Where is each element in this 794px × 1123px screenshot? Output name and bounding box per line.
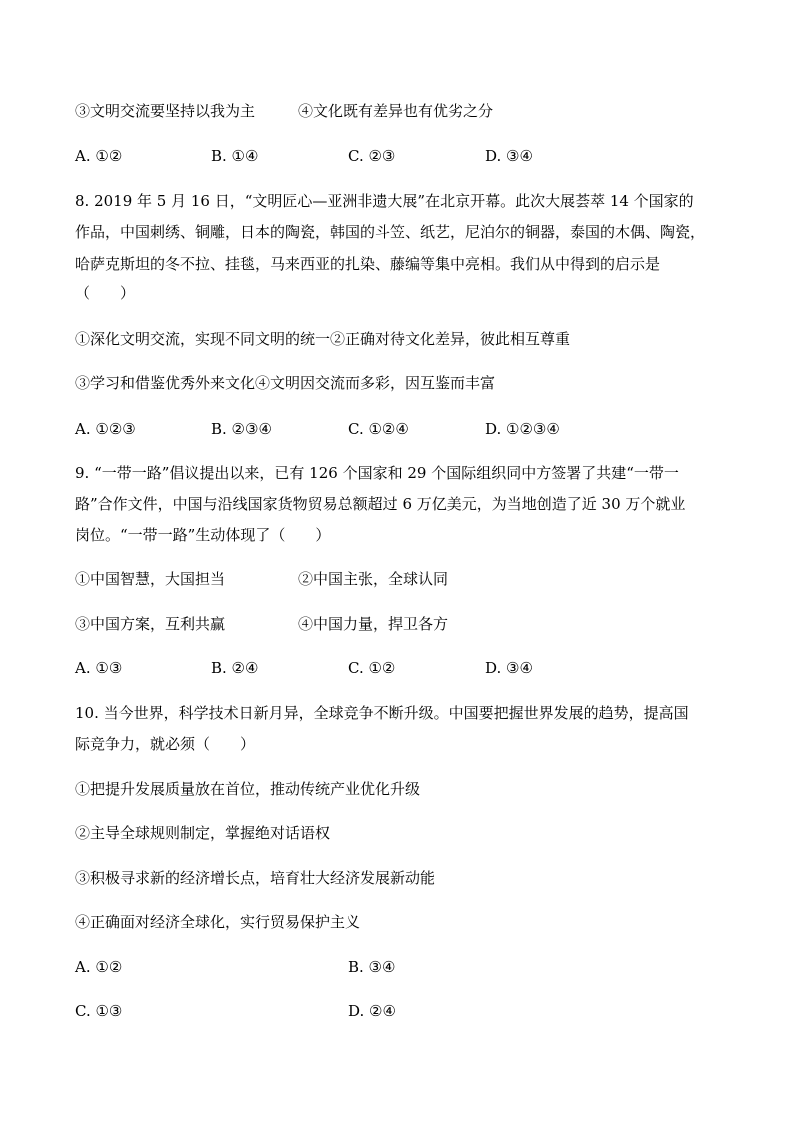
q9-stem-line-3: 岗位。“一带一路”生动体现了（ ）: [75, 526, 331, 544]
q8-stem-line-1: 8. 2019 年 5 月 16 日，“文明匠心—亚洲非遗大展”在北京开幕。此次大展荟萃 14 个国家的: [75, 192, 694, 210]
q8-stem-line-3: 哈萨克斯坦的冬不拉、挂毯，马来西亚的扎染、藤编等集中亮相。我们从中得到的启示是: [75, 255, 661, 273]
q10-statement-3: ③积极寻求新的经济增长点，培育壮大经济发展新动能: [75, 869, 436, 887]
q10-option-c: C. ①③: [75, 1002, 123, 1020]
q7-option-b: B. ①④: [211, 147, 259, 165]
q10-stem-line-2: 际竞争力，就必须（ ）: [75, 735, 256, 753]
q8-option-c: C. ①②④: [348, 420, 409, 438]
q7-statement-3: ③文明交流要坚持以我为主: [75, 102, 256, 120]
q10-option-d: D. ②④: [348, 1002, 396, 1020]
q9-option-a: A. ①③: [75, 659, 123, 677]
q10-option-b: B. ③④: [348, 958, 396, 976]
q9-stem-line-2: 路”合作文件，中国与沿线国家货物贸易总额超过 6 万亿美元，为当地创造了近 30 万个就业: [75, 495, 686, 513]
q10-statement-1: ①把提升发展质量放在首位，推动传统产业优化升级: [75, 780, 421, 798]
q9-statement-1: ①中国智慧，大国担当: [75, 570, 226, 588]
q10-stem-line-1: 10. 当今世界，科学技术日新月异，全球竞争不断升级。中国要把握世界发展的趋势，提高国: [75, 704, 689, 722]
q8-option-d: D. ①②③④: [485, 420, 560, 438]
q9-statement-2: ②中国主张，全球认同: [298, 570, 449, 588]
q8-stem-line-4: （ ）: [75, 284, 136, 302]
q10-statement-2: ②主导全球规则制定，掌握绝对话语权: [75, 824, 331, 842]
q8-stem-line-2: 作品，中国刺绣、铜雕，日本的陶瓷，韩国的斗笠、纸艺，尼泊尔的铜器，泰国的木偶、陶瓷，: [75, 223, 706, 241]
q10-statement-4: ④正确面对经济全球化，实行贸易保护主义: [75, 913, 361, 931]
q8-option-a: A. ①②③: [75, 420, 136, 438]
q7-option-a: A. ①②: [75, 147, 123, 165]
q9-option-d: D. ③④: [485, 659, 533, 677]
q9-option-c: C. ①②: [348, 659, 396, 677]
q8-statements-line-1: ①深化文明交流，实现不同文明的统一②正确对待文化差异，彼此相互尊重: [75, 330, 571, 348]
q9-stem-line-1: 9. “一带一路”倡议提出以来，已有 126 个国家和 29 个国际组织同中方签署了共建“一带一: [75, 464, 679, 482]
q7-statement-4: ④文化既有差异也有优劣之分: [298, 102, 494, 120]
q9-statement-3: ③中国方案，互利共赢: [75, 615, 226, 633]
q7-option-d: D. ③④: [485, 147, 533, 165]
q8-statements-line-2: ③学习和借鉴优秀外来文化④文明因交流而多彩，因互鉴而丰富: [75, 374, 496, 392]
q9-option-b: B. ②④: [211, 659, 259, 677]
q8-option-b: B. ②③④: [211, 420, 272, 438]
q7-option-c: C. ②③: [348, 147, 396, 165]
q10-option-a: A. ①②: [75, 958, 123, 976]
q9-statement-4: ④中国力量，捍卫各方: [298, 615, 449, 633]
